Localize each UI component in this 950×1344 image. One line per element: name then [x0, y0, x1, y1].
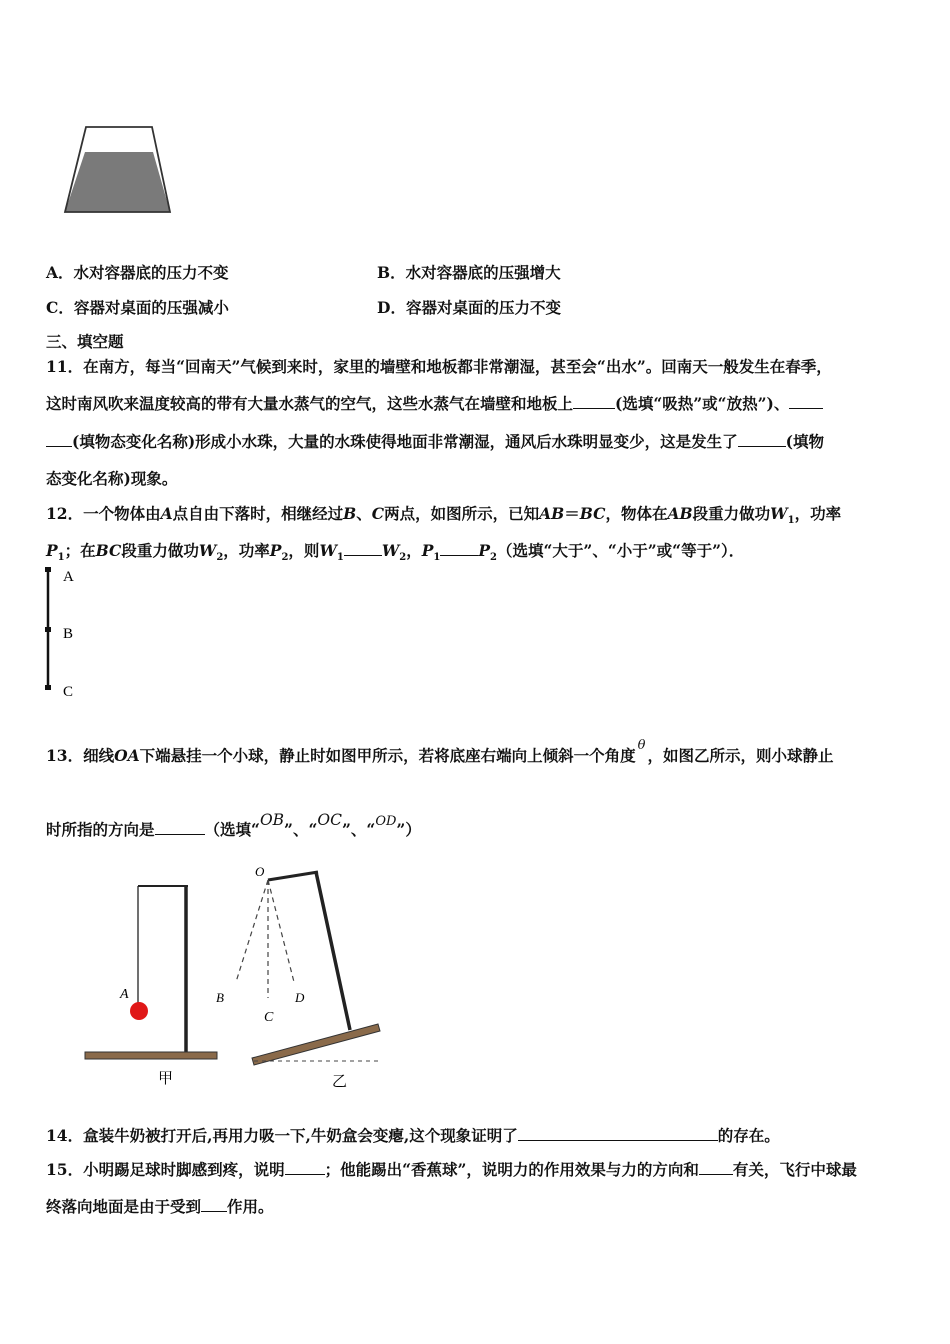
- q12-var-p2b: P: [478, 541, 491, 560]
- q15-t4: 终落向地面是由于受到: [46, 1197, 202, 1216]
- q12-var-w2b: W: [381, 541, 400, 560]
- q12-var-bc: BC: [579, 504, 606, 523]
- stand-top-yi: [268, 872, 318, 880]
- label-a: A: [63, 569, 74, 585]
- q12-var-w1: W: [770, 504, 788, 523]
- label-a-jia: A: [120, 987, 129, 1002]
- q11-blank-1[interactable]: [573, 394, 615, 409]
- label-c-yi: C: [264, 1010, 274, 1025]
- q12-t9: ，功率: [223, 541, 270, 560]
- label-d-yi: D: [295, 990, 305, 1005]
- q12-sep: 、: [356, 504, 372, 523]
- q13-var-oa: OA: [114, 746, 140, 765]
- q12-t7: ；在: [64, 541, 96, 560]
- q12-sub: 1: [336, 552, 344, 564]
- q11-text-2a: 这时南风吹来温度较高的带有大量水蒸气的空气，这些水蒸气在墙壁和地板上: [46, 394, 574, 413]
- q11-text-3b: (填物: [785, 432, 825, 451]
- q12-var-p2: P: [269, 541, 282, 560]
- q12-var-p1b: P: [421, 541, 434, 560]
- q12-var-c: C: [371, 504, 385, 523]
- label-c: C: [63, 684, 74, 700]
- q12-var-a: A: [160, 504, 173, 523]
- q12-t10: ，则: [288, 541, 320, 560]
- q13-line2: [46, 811, 421, 840]
- label-b-yi: B: [216, 990, 224, 1005]
- q13-theta: θ: [637, 738, 646, 753]
- q15-t1: 15．小明踢足球时脚感到疼，说明: [46, 1160, 285, 1179]
- q13-blank[interactable]: [155, 820, 205, 835]
- water-fill: [65, 152, 170, 212]
- q13-opt-oc: OC: [317, 811, 342, 829]
- q15-blank-3[interactable]: [201, 1197, 227, 1212]
- base-yi: [252, 1024, 380, 1065]
- q13-line1: [46, 738, 834, 766]
- q11-line4: 态变化名称)现象。: [46, 469, 178, 488]
- ball: [130, 1002, 148, 1020]
- q12-sub: 1: [787, 515, 795, 527]
- option-c: C．容器对桌面的压强减小: [46, 298, 229, 317]
- q12-t8: 段重力做功: [121, 541, 199, 560]
- q12-sub: 2: [281, 552, 289, 564]
- q12-t2: 点自由下落时，相继经过: [172, 504, 344, 523]
- q12-eq: ＝: [564, 504, 580, 523]
- q12-blank-1[interactable]: [344, 541, 382, 556]
- point-a-mark: [45, 567, 51, 572]
- point-b-mark: [45, 627, 51, 632]
- point-c-mark: [45, 685, 51, 690]
- q12-sub: 2: [216, 552, 224, 564]
- figure-yi: [210, 858, 390, 1090]
- stand-post-yi: [316, 872, 350, 1030]
- q13-q1: ”、“: [284, 820, 318, 839]
- q14-blank[interactable]: [518, 1126, 718, 1141]
- q12-t3: 两点，如图所示，已知: [384, 504, 540, 523]
- q11-blank-2a[interactable]: [789, 394, 823, 409]
- q14-t1: 14．盒装牛奶被打开后,再用力吸一下,牛奶盒会变瘪,这个现象证明了: [46, 1126, 518, 1145]
- q13-t4: 时所指的方向是: [46, 820, 155, 839]
- caption-jia: 甲: [158, 1071, 174, 1087]
- q14-t2: 的存在。: [717, 1126, 780, 1145]
- q12-var-b: B: [343, 504, 357, 523]
- q13-opt-ob: OB: [259, 811, 285, 829]
- q12-comma: ，: [406, 541, 422, 560]
- dash-ob: [236, 880, 268, 982]
- q11-line3: [46, 430, 824, 452]
- section-title: 三、填空题: [46, 332, 124, 351]
- q15-t2: ；他能踢出“香蕉球”，说明力的作用效果与力的方向和: [324, 1160, 699, 1179]
- q15-blank-2[interactable]: [699, 1160, 733, 1175]
- q11-blank-3[interactable]: [738, 432, 786, 447]
- q12-var-ab-2: AB: [667, 504, 693, 523]
- q12-t11: （选填“大于”、“小于”或“等于”）．: [496, 541, 745, 560]
- option-b: B．水对容器底的压强增大: [377, 263, 561, 282]
- q13-end: ”）: [396, 820, 421, 839]
- q15-t5: 作用。: [227, 1197, 274, 1216]
- q12-sub: 2: [399, 552, 407, 564]
- q12-sub: 2: [490, 552, 497, 564]
- q15-line1: [46, 1158, 857, 1180]
- q15-line2: [46, 1195, 274, 1217]
- q12-line2: [46, 539, 744, 563]
- q12-sub: 1: [433, 552, 441, 564]
- q12-blank-2[interactable]: [440, 541, 478, 556]
- figure-jia: [80, 878, 225, 1088]
- q11-text-3a: (填物态变化名称)形成小水珠，大量的水珠使得地面非常潮湿，通风后水珠明显变少，这是发生了: [72, 432, 738, 451]
- q11-line2: [46, 392, 823, 414]
- q13-q2: ”、“: [341, 820, 376, 839]
- q13-t2: 下端悬挂一个小球，静止时如图甲所示，若将底座右端向上倾斜一个角度: [139, 746, 636, 765]
- q12-t1: 12．一个物体由: [46, 504, 161, 523]
- q12-var-p1: P: [46, 541, 58, 560]
- q12-sub: 1: [57, 552, 65, 564]
- base-jia: [85, 1052, 217, 1059]
- container-figure: [60, 122, 175, 217]
- q12-var-w1b: W: [319, 541, 337, 560]
- caption-yi: 乙: [332, 1074, 348, 1090]
- q13-t5: （选填“: [204, 820, 260, 839]
- label-b: B: [63, 626, 74, 642]
- q12-t5: 段重力做功: [692, 504, 771, 523]
- q12-var-ab: AB: [539, 504, 565, 523]
- q11-line1: 11．在南方，每当“回南天”气候到来时，家里的墙壁和地板都非常潮湿，甚至会“出水”。回南天一般发生在春季，: [46, 357, 832, 376]
- q12-t6: ，功率: [794, 504, 842, 523]
- q11-blank-2b[interactable]: [46, 432, 72, 447]
- q13-t1: 13．细线: [46, 746, 115, 765]
- q11-text-2b: (选填“吸热”或“放热”)、: [615, 394, 790, 413]
- q12-var-w2: W: [198, 541, 217, 560]
- label-o: O: [255, 864, 265, 879]
- q12-var-bc-2: BC: [95, 541, 122, 560]
- q12-line1: [46, 502, 841, 526]
- q15-t3: 有关，飞行中球最: [732, 1160, 857, 1179]
- fall-path-figure: [40, 566, 100, 700]
- option-d: D．容器对桌面的压力不变: [377, 298, 561, 317]
- option-a: A．水对容器底的压力不变: [46, 263, 229, 282]
- q13-opt-od: OD: [375, 814, 397, 829]
- q13-t3: ，如图乙所示，则小球静止: [647, 746, 834, 765]
- q15-blank-1[interactable]: [285, 1160, 325, 1175]
- dash-od: [268, 880, 294, 982]
- q14-line: [46, 1124, 780, 1146]
- q12-t4: ，物体在: [605, 504, 668, 523]
